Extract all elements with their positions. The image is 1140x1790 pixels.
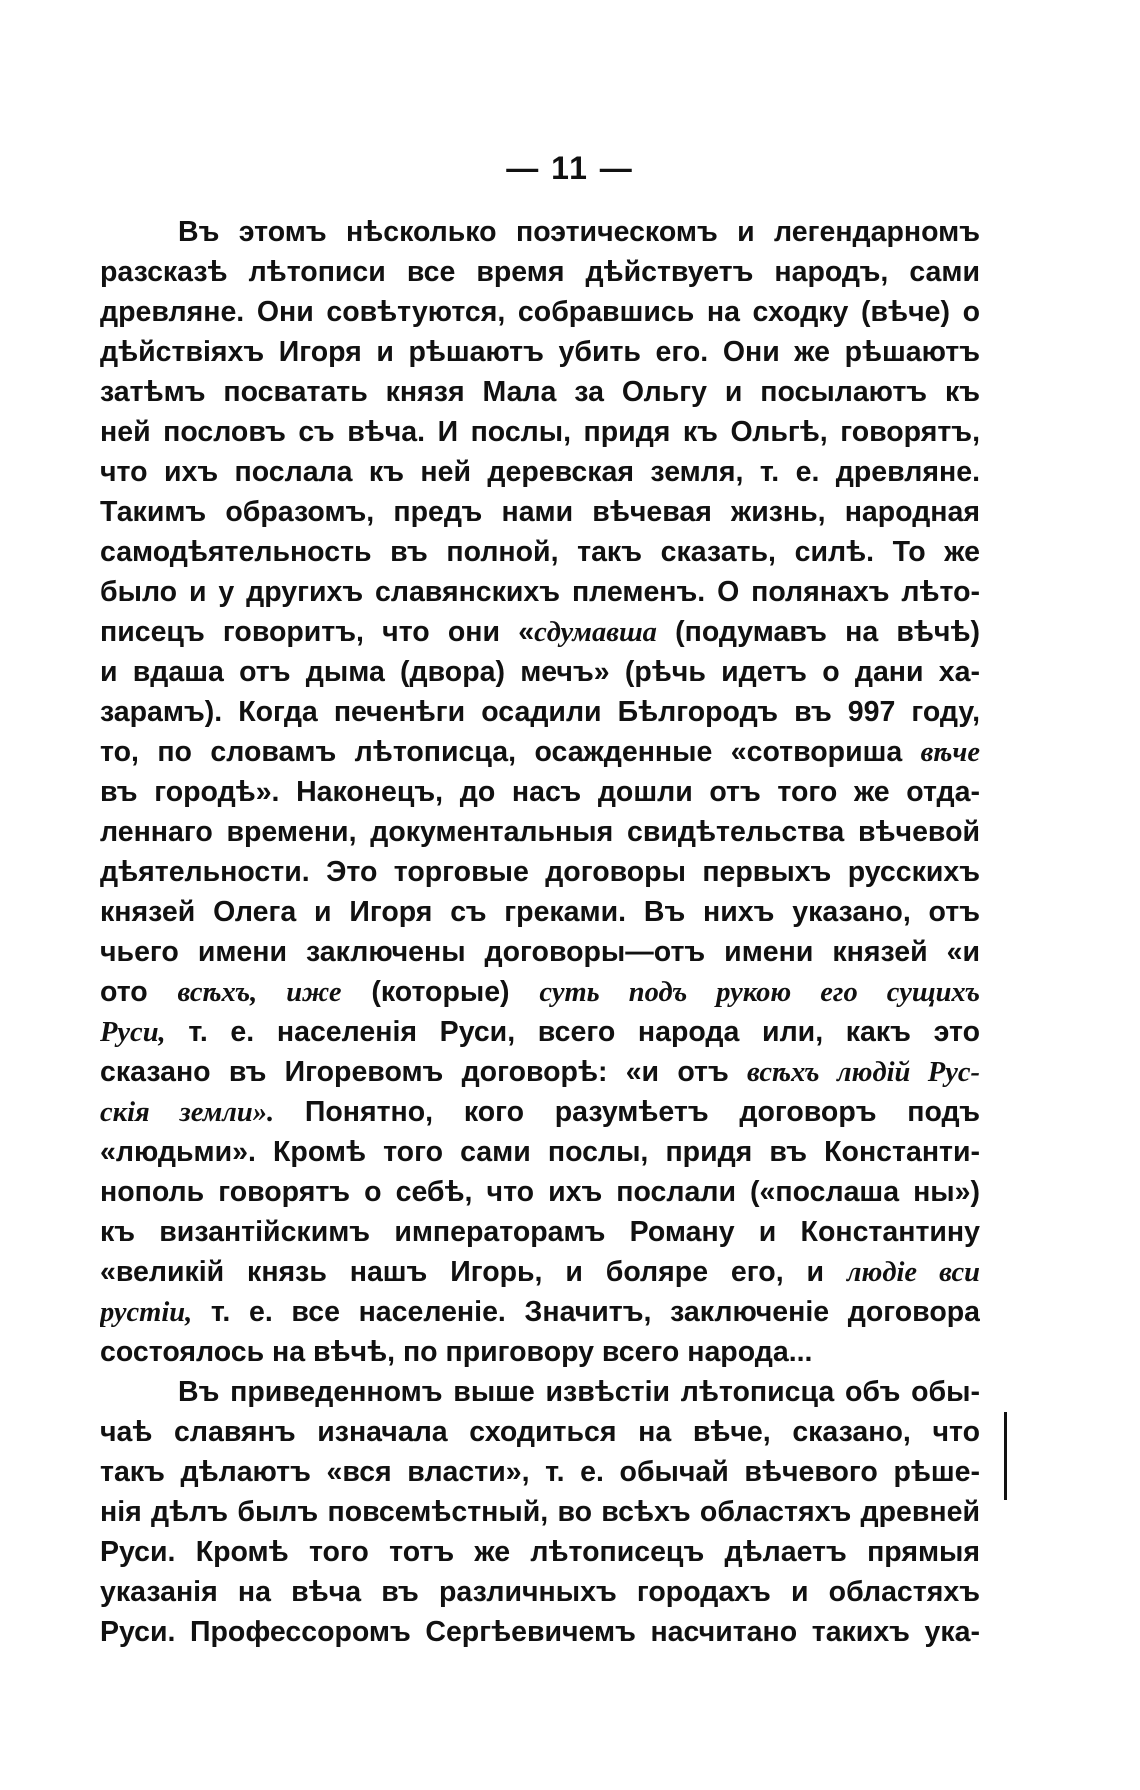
text-segment: дѣйствіяхъ Игоря и рѣшаютъ убить его. Они же рѣшаютъ xyxy=(100,336,980,368)
text-segment: нополь говорятъ о себѣ, что ихъ послали («послаша ны») xyxy=(100,1176,980,1208)
text-line xyxy=(100,892,980,932)
text-segment: «людьми». Кромѣ того сами послы, придя въ Константи- xyxy=(100,1136,980,1168)
text-line xyxy=(100,1012,980,1052)
text-segment: состоялось на вѣчѣ, по приговору всего народа... xyxy=(100,1336,813,1368)
text-line xyxy=(100,1572,980,1612)
italic-segment: людіе вси xyxy=(846,1257,980,1288)
text-line xyxy=(100,1332,980,1372)
text-line xyxy=(100,1172,980,1212)
text-line xyxy=(100,772,980,812)
text-line xyxy=(100,1292,980,1332)
italic-segment: скія земли». xyxy=(100,1097,275,1128)
text-segment: и вдаша отъ дыма (двора) мечъ» (рѣчь идетъ о дани ха- xyxy=(100,656,980,688)
text-segment: то, по словамъ лѣтописца, осажденные «сотвориша xyxy=(100,736,921,768)
text-line xyxy=(100,1252,980,1292)
text-segment: Руси. Профессоромъ Сергѣевичемъ насчитано такихъ ука- xyxy=(100,1616,980,1648)
text-line xyxy=(100,1092,980,1132)
text-line xyxy=(100,812,980,852)
italic-segment: суть подъ рукою его сущихъ xyxy=(539,977,980,1008)
text-segment: къ византійскимъ императорамъ Роману и Константину xyxy=(100,1216,980,1248)
text-segment: Въ приведенномъ выше извѣстіи лѣтописца объ обы- xyxy=(178,1376,980,1408)
text-segment: зарамъ). Когда печенѣги осадили Бѣлгородъ въ 997 году, xyxy=(100,696,980,728)
text-segment: (подумавъ на вѣчѣ) xyxy=(656,616,980,648)
text-segment: князей Олега и Игоря съ греками. Въ нихъ указано, отъ xyxy=(100,896,980,928)
text-segment: т. е. населенія Руси, всего народа или, какъ это xyxy=(165,1016,980,1048)
text-segment: Такимъ образомъ, предъ нами вѣчевая жизнь, народная xyxy=(100,496,980,528)
text-line xyxy=(100,652,980,692)
text-segment: Въ этомъ нѣсколько поэтическомъ и легендарномъ xyxy=(178,216,980,248)
italic-segment: всѣхъ, иже xyxy=(177,977,342,1008)
text-segment: затѣмъ посватать князя Мала за Ольгу и посылаютъ къ xyxy=(100,376,980,408)
text-segment: (которые) xyxy=(341,976,540,1008)
text-segment: леннаго времени, документальныя свидѣтельства вѣчевой xyxy=(100,816,980,848)
text-line xyxy=(100,1492,980,1532)
text-segment: чьего имени заключены договоры—отъ имени князей «и xyxy=(100,936,980,968)
text-line xyxy=(100,692,980,732)
italic-segment: вѣче xyxy=(920,737,980,768)
text-line xyxy=(100,1052,980,1092)
text-segment: было и у другихъ славянскихъ племенъ. О полянахъ лѣто- xyxy=(100,576,980,608)
text-segment: писецъ говоритъ, что они « xyxy=(100,616,535,648)
text-segment: «великій князь нашъ Игорь, и боляре его, и xyxy=(100,1256,847,1288)
text-line xyxy=(100,292,980,332)
text-line xyxy=(100,452,980,492)
text-segment: самодѣятельность въ полной, такъ сказать, силѣ. То же xyxy=(100,536,980,568)
text-line xyxy=(100,852,980,892)
text-line xyxy=(100,212,980,252)
text-line xyxy=(100,1132,980,1172)
text-line xyxy=(100,1412,980,1452)
page-number: — 11 — xyxy=(506,150,634,186)
text-segment: Руси. Кромѣ того тотъ же лѣтописецъ дѣлаетъ прямыя xyxy=(100,1536,980,1568)
text-line xyxy=(100,1532,980,1572)
text-segment: чаѣ славянъ изначала сходиться на вѣче, сказано, что xyxy=(100,1416,980,1448)
text-segment: дѣятельности. Это торговые договоры первыхъ русскихъ xyxy=(100,856,980,888)
italic-segment: рустіи, xyxy=(100,1297,193,1328)
text-line xyxy=(100,572,980,612)
text-line xyxy=(100,532,980,572)
text-line xyxy=(100,412,980,452)
text-line xyxy=(100,1212,980,1252)
text-segment: древляне. Они совѣтуются, собравшись на сходку (вѣче) о xyxy=(100,296,980,328)
text-segment: нія дѣлъ былъ повсемѣстный, во всѣхъ областяхъ древней xyxy=(100,1496,980,1528)
paragraph-1 xyxy=(100,212,980,1372)
text-line xyxy=(100,972,980,1012)
text-line xyxy=(100,1612,980,1652)
text-line xyxy=(100,1452,980,1492)
text-segment: указанія на вѣча въ различныхъ городахъ и областяхъ xyxy=(100,1576,980,1608)
text-segment: Понятно, кого разумѣетъ договоръ подъ xyxy=(274,1096,980,1128)
italic-segment: Руси, xyxy=(100,1017,166,1048)
text-segment: сказано въ Игоревомъ договорѣ: «и отъ xyxy=(100,1056,747,1088)
italic-segment: сдумавша xyxy=(534,617,657,648)
text-segment: ней пословъ съ вѣча. И послы, придя къ Ольгѣ, говорятъ, xyxy=(100,416,980,448)
text-segment: что ихъ послала къ ней деревская земля, т. е. древляне. xyxy=(100,456,980,488)
text-segment: такъ дѣлаютъ «вся власти», т. е. обычай вѣчевого рѣше- xyxy=(100,1456,980,1488)
text-line xyxy=(100,612,980,652)
text-segment: т. е. все населеніе. Значитъ, заключеніе договора xyxy=(192,1296,980,1328)
text-line xyxy=(100,252,980,292)
text-segment: въ городѣ». Наконецъ, до насъ дошли отъ того же отда- xyxy=(100,776,980,808)
text-line xyxy=(100,492,980,532)
margin-mark xyxy=(1004,1412,1007,1500)
paragraph-2 xyxy=(100,1372,980,1652)
text-line xyxy=(100,732,980,772)
italic-segment: всѣхъ людій Рус- xyxy=(747,1057,980,1088)
text-line xyxy=(100,932,980,972)
text-segment: разсказѣ лѣтописи все время дѣйствуетъ народъ, сами xyxy=(100,256,980,288)
text-line xyxy=(100,1372,980,1412)
text-segment: ото xyxy=(100,976,178,1008)
text-line xyxy=(100,372,980,412)
text-line xyxy=(100,332,980,372)
